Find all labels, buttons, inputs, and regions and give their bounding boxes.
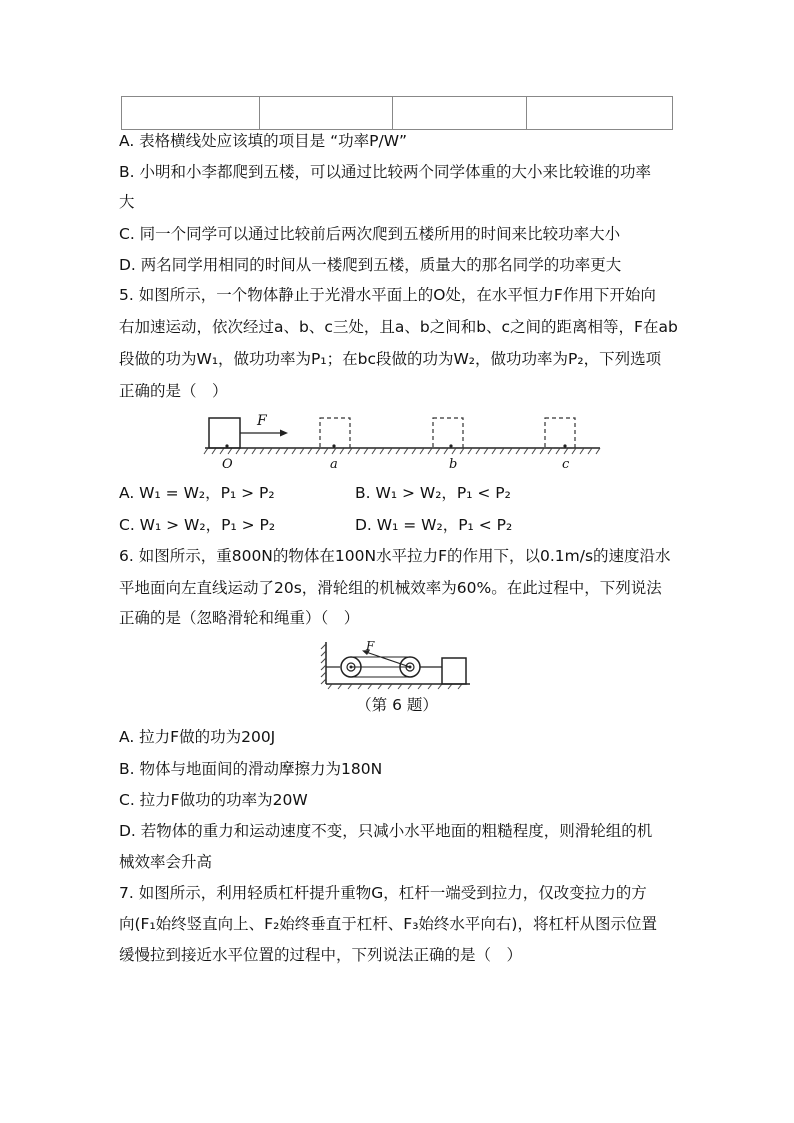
block-solid <box>209 418 240 448</box>
q5-stem-3: 段做的功为W₁，做功功率为P₁；在bc段做的功为W₂，做功功率为P₂，下列选项 <box>119 350 662 368</box>
table-cell <box>393 97 527 130</box>
q6-option-d: D. 若物体的重力和运动速度不变，只减小水平地面的粗糙程度，则滑轮组的机 <box>119 822 653 840</box>
q6-pulley-figure <box>318 638 474 690</box>
point-b <box>449 444 452 447</box>
block <box>442 658 466 684</box>
label-b: b <box>449 457 458 472</box>
q4-option-a: A. 表格横线处应该填的项目是 “功率P/W” <box>119 132 408 150</box>
q4-option-d: D. 两名同学用相同的时间从一楼爬到五楼，质量大的那名同学的功率更大 <box>119 256 622 274</box>
block-dashed-b <box>433 418 463 448</box>
ground-hatching <box>204 448 600 454</box>
figure-caption: （第 6 题） <box>356 696 438 714</box>
q4-option-b: B. 小明和小李都爬到五楼，可以通过比较两个同学体重的大小来比较谁的功率 <box>119 163 651 181</box>
label-o: O <box>222 457 233 472</box>
label-c: c <box>562 457 570 472</box>
q6-option-c: C. 拉力F做功的功率为20W <box>119 791 308 809</box>
q7-stem-3: 缓慢拉到接近水平位置的过程中，下列说法正确的是（ ） <box>119 946 523 964</box>
q6-option-d-cont: 械效率会升高 <box>119 853 213 871</box>
point-o <box>225 444 228 447</box>
q5-stem-1: 5. 如图所示，一个物体静止于光滑水平面上的O处，在水平恒力F作用下开始向 <box>119 286 656 304</box>
label-f: F <box>366 639 375 653</box>
table-cell <box>122 97 260 130</box>
table-cell <box>260 97 393 130</box>
q6-stem-1: 6. 如图所示，重800N的物体在100N水平拉力F的作用下，以0.1m/s的速度沿水 <box>119 547 671 565</box>
q5-stem-2: 右加速运动，依次经过a、b、c三处，且a、b之间和b、c之间的距离相等，F在ab <box>119 318 678 336</box>
q5-figure <box>200 410 605 472</box>
q6-option-b: B. 物体与地面间的滑动摩擦力为180N <box>119 760 383 778</box>
label-a: a <box>330 457 338 472</box>
data-table-empty-row <box>121 96 673 130</box>
label-f: F <box>257 413 267 429</box>
point-c <box>563 444 566 447</box>
q5-option-a: A. W₁ = W₂，P₁ > P₂ <box>119 484 275 502</box>
point-a <box>332 444 335 447</box>
force-arrowhead <box>280 430 288 437</box>
q6-stem-2: 平地面向左直线运动了20s，滑轮组的机械效率为60%。在此过程中，下列说法 <box>119 579 662 597</box>
q4-option-c: C. 同一个同学可以通过比较前后两次爬到五楼所用的时间来比较功率大小 <box>119 225 621 243</box>
q6-stem-3: 正确的是（忽略滑轮和绳重）（ ） <box>119 609 360 627</box>
q5-option-b: B. W₁ > W₂，P₁ < P₂ <box>355 484 511 502</box>
q5-option-c: C. W₁ > W₂，P₁ > P₂ <box>119 516 276 534</box>
q4-option-b-cont: 大 <box>119 193 135 211</box>
table-cell <box>527 97 673 130</box>
block-dashed-a <box>320 418 350 448</box>
q5-option-d: D. W₁ = W₂，P₁ < P₂ <box>355 516 513 534</box>
q6-option-a: A. 拉力F做的功为200J <box>119 728 276 746</box>
q7-stem-2: 向(F₁始终竖直向上、F₂始终垂直于杠杆、F₃始终水平向右)，将杠杆从图示位置 <box>119 915 657 933</box>
q7-stem-1: 7. 如图所示，利用轻质杠杆提升重物G，杠杆一端受到拉力，仅改变拉力的方 <box>119 884 647 902</box>
q5-stem-4: 正确的是（ ） <box>119 382 228 400</box>
block-dashed-c <box>545 418 575 448</box>
